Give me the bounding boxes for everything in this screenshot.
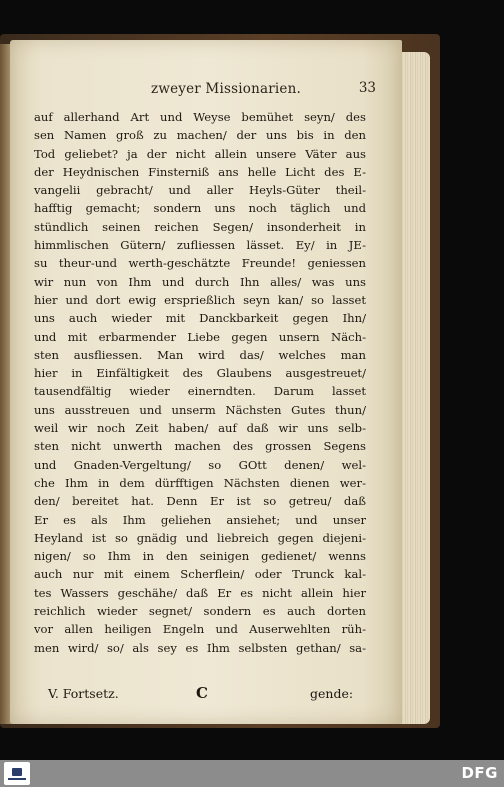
text-line: stündlich seinen reichen Segen/ insonderheit in — [34, 219, 366, 234]
text-line: reichlich wieder segnet/ sondern es auch dorten — [34, 604, 366, 619]
text-line: men wird/ so/ als sey es Ihm selbsten gethan/ sa- — [34, 640, 366, 655]
text-line: himmlischen Gütern/ zufliessen lässet. Ey/ in JE- — [34, 238, 366, 253]
text-line: uns auch wieder mit Danckbarkeit gegen Ihn/ — [34, 311, 366, 326]
text-line: vangelii gebracht/ und aller Heyls-Güter theil- — [34, 183, 366, 198]
text-line: che Ihm in dem dürfftigen Nächsten dienen wer- — [34, 475, 366, 490]
text-line: sten ausfliessen. Man wird das/ welches man — [34, 347, 366, 362]
text-line: Tod geliebet? ja der nicht allein unsere Väter aus — [34, 146, 366, 161]
text-line: weil wir noch Zeit haben/ auf daß wir uns selb- — [34, 421, 366, 436]
book-page — [10, 40, 402, 724]
body-text — [34, 108, 366, 657]
catchword: gende: — [310, 686, 354, 701]
text-line: nigen/ so Ihm in den seinigen gedienet/ wenns — [34, 549, 366, 564]
text-line: hier in Einfältigkeit des Glaubens ausgestreuet/ — [34, 366, 366, 381]
text-line: hafftig gemacht; sondern uns noch täglich und — [34, 201, 366, 216]
text-line: den/ bereitet hat. Denn Er ist so getreu/ daß — [34, 494, 366, 509]
signature: V. Fortsetz. — [48, 686, 119, 701]
dfg-logo[interactable]: DFG — [461, 764, 498, 782]
text-line: sten nicht unwerth machen des grossen Segens — [34, 439, 366, 454]
text-line: uns ausstreuen und unserm Nächsten Gutes thun/ — [34, 402, 366, 417]
text-line: hier und dort ewig ersprießlich seyn kan/ so lasset — [34, 292, 366, 307]
text-line: tausendfältig wieder einerndten. Darum lasset — [34, 384, 366, 399]
text-line: tes Wassers geschähe/ daß Er es nicht allein hier — [34, 585, 366, 600]
viewer-footer-bar — [0, 760, 504, 787]
text-line: wir nun von Ihm und durch Ihn alles/ was uns — [34, 274, 366, 289]
text-line: der Heydnischen Finsterniß ans helle Licht des E- — [34, 164, 366, 179]
text-line: su theur-und werth-geschätzte Freunde! geniessen — [34, 256, 366, 271]
text-line: auf allerhand Art und Weyse bemühet seyn/ des — [34, 110, 366, 124]
text-line: und mit erbarmender Liebe gegen unsern Näch- — [34, 329, 366, 344]
signature-mark: C — [196, 684, 208, 702]
page-number: 33 — [358, 80, 376, 96]
text-line: auch nur mit einem Scherflein/ oder Trunck kal- — [34, 567, 366, 582]
library-logo-icon[interactable] — [4, 762, 30, 785]
text-line: Er es als Ihm geliehen ansiehet; und unser — [34, 512, 366, 527]
text-line: und Gnaden-Vergeltung/ so GOtt denen/ wel- — [34, 457, 366, 472]
running-head: zweyer Missionarien. — [151, 81, 301, 97]
text-line: sen Namen groß zu machen/ der uns bis in den — [34, 128, 366, 143]
text-line: Heyland ist so gnädig und liebreich gegen diejeni- — [34, 530, 366, 545]
text-line: vor allen heiligen Engeln und Auserwehlten rüh- — [34, 622, 366, 637]
